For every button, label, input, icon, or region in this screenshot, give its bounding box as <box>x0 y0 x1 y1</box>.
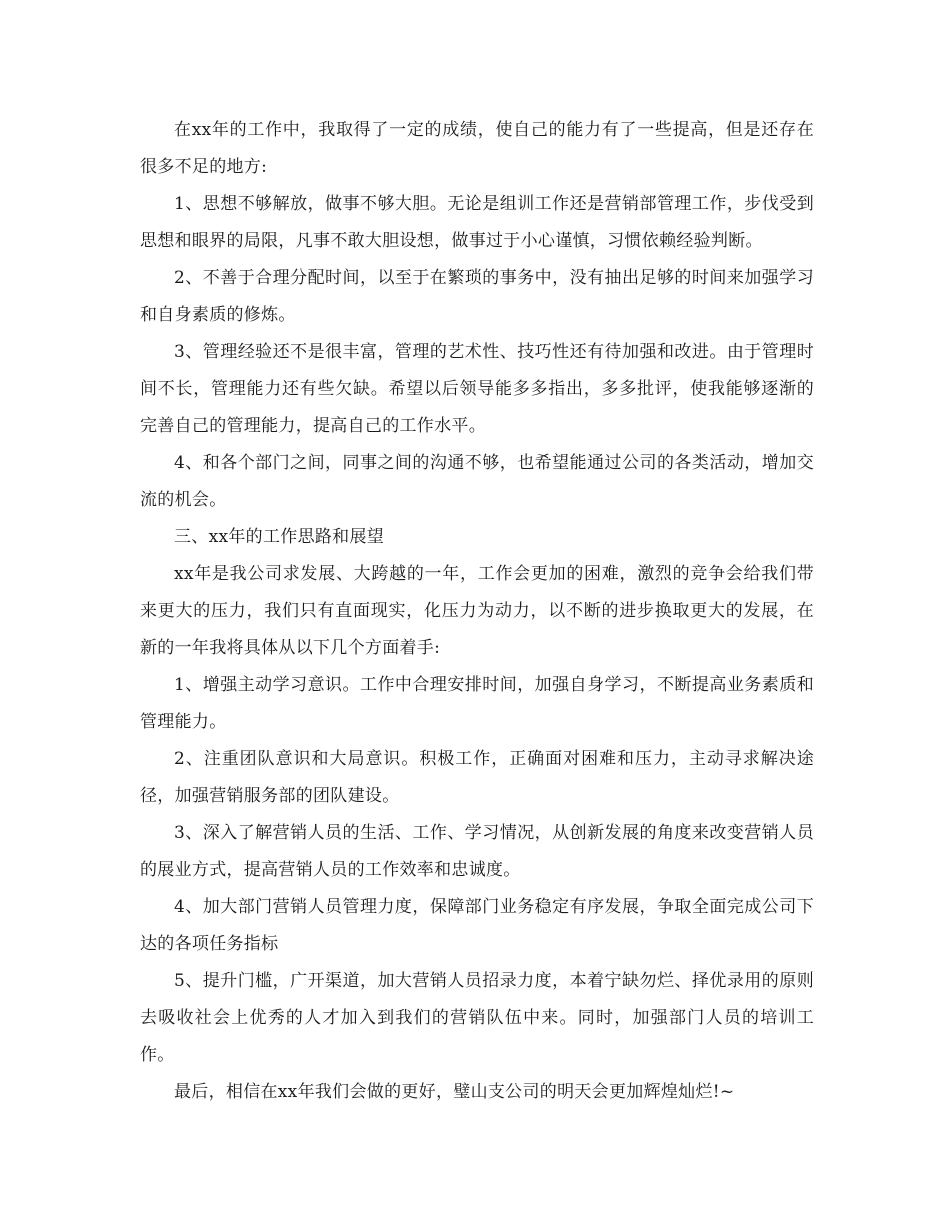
paragraph-closing: 最后，相信在xx年我们会做的更好，璧山支公司的明天会更加辉煌灿烂!~ <box>174 1082 735 1102</box>
paragraph-weakness-2: 2、不善于合理分配时间，以至于在繁琐的事务中，没有抽出足够的时间来加强学习和自身素质的修炼。 <box>140 268 814 325</box>
paragraph-plan-2: 2、注重团队意识和大局意识。积极工作，正确面对困难和压力，主动寻求解决途径，加强营销服务部的团队建设。 <box>140 749 814 806</box>
paragraph-outlook: xx年是我公司求发展、大跨越的一年，工作会更加的困难，激烈的竞争会给我们带来更大的压力，我们只有直面现实，化压力为动力，以不断的进步换取更大的发展，在新的一年我将具体从以下几个方面着手: <box>140 564 814 658</box>
paragraph-plan-1: 1、增强主动学习意识。工作中合理安排时间，加强自身学习，不断提高业务素质和管理能力。 <box>140 675 814 732</box>
paragraph-intro: 在xx年的工作中，我取得了一定的成绩，使自己的能力有了一些提高，但是还存在很多不足的地方: <box>140 120 814 177</box>
paragraph-plan-3: 3、深入了解营销人员的生活、工作、学习情况，从创新发展的角度来改变营销人员的展业方式，提高营销人员的工作效率和忠诚度。 <box>140 823 814 880</box>
paragraph-weakness-1: 1、思想不够解放，做事不够大胆。无论是组训工作还是营销部管理工作，步伐受到思想和眼界的局限，凡事不敢大胆设想，做事过于小心谨慎，习惯依赖经验判断。 <box>140 194 814 251</box>
paragraph-weakness-4: 4、和各个部门之间，同事之间的沟通不够，也希望能通过公司的各类活动，增加交流的机会。 <box>140 453 814 510</box>
paragraph-plan-5: 5、提升门槛，广开渠道，加大营销人员招录力度，本着宁缺勿烂、择优录用的原则去吸收社会上优秀的人才加入到我们的营销队伍中来。同时，加强部门人员的培训工作。 <box>140 971 814 1065</box>
paragraph-weakness-3: 3、管理经验还不是很丰富，管理的艺术性、技巧性还有待加强和改进。由于管理时间不长，管理能力还有些欠缺。希望以后领导能多多指出，多多批评，使我能够逐渐的完善自己的管理能力，提高自己的工作水平。 <box>140 342 814 436</box>
document-body <box>140 112 814 1111</box>
paragraph-plan-4: 4、加大部门营销人员管理力度，保障部门业务稳定有序发展，争取全面完成公司下达的各项任务指标 <box>140 897 814 954</box>
section-heading: 三、xx年的工作思路和展望 <box>174 527 385 547</box>
